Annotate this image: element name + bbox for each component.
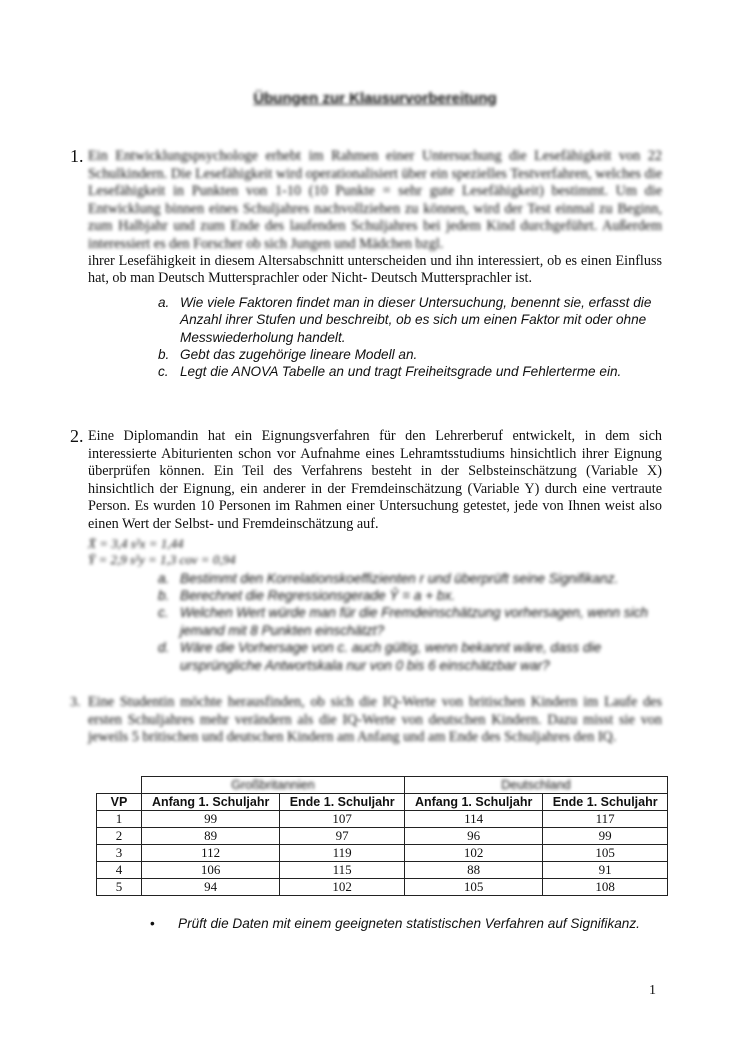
task-1-item: a. Wie viele Faktoren findet man in dieser Untersuchung, benennt sie, erfasst die Anzahl ihrer Stufen und beschreibt, ob es sich um einen Faktor mit oder ohne Messwiederholung handelt. bbox=[158, 294, 652, 345]
table-cell: 105 bbox=[543, 845, 668, 862]
task-2-formula-x: X̄ = 3,4 s²x = 1,44 bbox=[88, 535, 184, 551]
task-2-blurred-section bbox=[88, 536, 662, 674]
table-cell: 108 bbox=[543, 879, 668, 896]
task-2-item: c. Welchen Wert würde man für die Fremdeinschätzung vorhersagen, wenn sich jemand mit 8 Punkten einschätzt? bbox=[158, 605, 648, 638]
task-1-item: b. Gebt das zugehörige lineare Modell an. bbox=[158, 346, 418, 362]
table-cell: 117 bbox=[543, 811, 668, 828]
table-row bbox=[97, 862, 668, 879]
table-cell: 99 bbox=[543, 828, 668, 845]
bullet-icon: • bbox=[150, 916, 155, 931]
table-row bbox=[97, 879, 668, 896]
table-cell: 91 bbox=[543, 862, 668, 879]
table-cell: 5 bbox=[97, 879, 142, 896]
task-1-paragraph-blurred: Ein Entwicklungspsychologe erhebt im Rahmen einer Untersuchung die Lesefähigkeit von 22 Schulkindern. Die Lesefähigkeit wird operationalisiert über ein spezielles Testverfahren, welches die Lesefähigkeit in Punkten von 1-10 (10 Punkte = sehr gute Lesefähigkeit) bestimmt. Um die Entwicklung binnen eines Schuljahres nachvollziehen zu können, wird der Test einmal zu Beginn, zum Halbjahr und zum Ende des laufenden Schuljahres bei jedem Kind durchgeführt. Außerdem interessiert es den Forscher ob sich Jungen und Mädchen bzgl. bbox=[88, 148, 662, 252]
table-cell: 96 bbox=[404, 828, 542, 845]
iq-table bbox=[96, 776, 668, 896]
page-title: Übungen zur Klausurvorbereitung bbox=[253, 90, 497, 107]
task-1-paragraph: ihrer Lesefähigkeit in diesem Altersabschnitt unterscheiden und ihn interessiert, ob es einen Einfluss hat, ob man Deutsch Muttersprachler oder Nicht- Deutsch Muttersprachler ist. bbox=[88, 252, 662, 287]
task-1-number: 1. bbox=[70, 146, 84, 166]
table-group-header: Großbritannien bbox=[142, 777, 405, 794]
table-cell: 94 bbox=[142, 879, 280, 896]
table-cell: 97 bbox=[280, 828, 405, 845]
table-cell: 88 bbox=[404, 862, 542, 879]
table-cell: 3 bbox=[97, 845, 142, 862]
table-column-header: Anfang 1. Schuljahr bbox=[142, 794, 280, 811]
task-3-instruction bbox=[150, 916, 640, 931]
table-cell: 4 bbox=[97, 862, 142, 879]
table-cell: 102 bbox=[280, 879, 405, 896]
task-3-number: 3. bbox=[70, 695, 81, 710]
table-column-header: Ende 1. Schuljahr bbox=[280, 794, 405, 811]
task-2-item: b. Berechnet die Regressionsgerade Ŷ = a + bx. bbox=[158, 587, 456, 603]
task-2-items bbox=[88, 570, 662, 674]
table-cell: 107 bbox=[280, 811, 405, 828]
page-number: 1 bbox=[649, 983, 656, 998]
task-1-item: c. Legt die ANOVA Tabelle an und tragt Freiheitsgrade und Fehlerterme ein. bbox=[158, 364, 622, 380]
task-3-paragraph: Eine Studentin möchte herausfinden, ob sich die IQ-Werte von britischen Kindern im Laufe des ersten Schuljahres mehr verändern als die IQ-Werte von deutschen Kindern. Dazu misst sie von jeweils 5 britischen und deutschen Kindern am Anfang und am Ende des Schuljahres den IQ. bbox=[88, 694, 662, 746]
table-column-header: VP bbox=[97, 794, 142, 811]
table-cell: 115 bbox=[280, 862, 405, 879]
table-column-header: Anfang 1. Schuljahr bbox=[404, 794, 542, 811]
table-cell: 99 bbox=[142, 811, 280, 828]
table-cell: 2 bbox=[97, 828, 142, 845]
table-cell: 114 bbox=[404, 811, 542, 828]
task-1-items bbox=[0, 294, 662, 381]
task-2-item: a. Bestimmt den Korrelationskoeffizienten r und überprüft seine Signifikanz. bbox=[158, 570, 619, 586]
table-cell: 106 bbox=[142, 862, 280, 879]
task-2 bbox=[70, 426, 662, 674]
table-row bbox=[97, 811, 668, 828]
task-1 bbox=[70, 146, 662, 381]
task-2-paragraph: Eine Diplomandin hat ein Eignungsverfahren für den Lehrerberuf entwickelt, in dem sich interessierte Abiturienten schon vor Aufnahme eines Lehramtsstudiums hinsichtlich ihrer Eignung überprüfen können. Ein Teil des Verfahrens besteht in der Selbsteinschätzung (Variable X) hinsichtlich der Eignung, ein anderer in der Fremdeinschätzung (Variable Y) durch eine vertraute Person. Es wurden 10 Personen im Rahmen einer Untersuchung getestet, jede von Ihnen weist also einen Wert der Selbst- und Fremdeinschätzung auf. bbox=[88, 428, 662, 532]
table-cell: 119 bbox=[280, 845, 405, 862]
table-cell: 112 bbox=[142, 845, 280, 862]
task-2-formula-y: Ȳ = 2,9 s²y = 1,3 cov = 0,94 bbox=[88, 551, 236, 567]
table-group-header: Deutschland bbox=[404, 777, 667, 794]
task-2-item: d. Wäre die Vorhersage von c. auch gültig, wenn bekannt wäre, dass die ursprüngliche Antwortskala nur von 0 bis 6 einschätzbar war? bbox=[158, 640, 602, 673]
table-group-header-row bbox=[97, 777, 668, 794]
table-cell: 89 bbox=[142, 828, 280, 845]
table-header-row bbox=[97, 794, 668, 811]
table-cell: 105 bbox=[404, 879, 542, 896]
task-3 bbox=[70, 694, 662, 747]
task-3-instruction-text: Prüft die Daten mit einem geeigneten statistischen Verfahren auf Signifikanz. bbox=[178, 916, 640, 931]
table-cell: 102 bbox=[404, 845, 542, 862]
table-cell: 1 bbox=[97, 811, 142, 828]
table-row bbox=[97, 845, 668, 862]
table-column-header: Ende 1. Schuljahr bbox=[543, 794, 668, 811]
task-2-number: 2. bbox=[70, 426, 84, 446]
table-row bbox=[97, 828, 668, 845]
table-group-empty bbox=[97, 777, 142, 794]
